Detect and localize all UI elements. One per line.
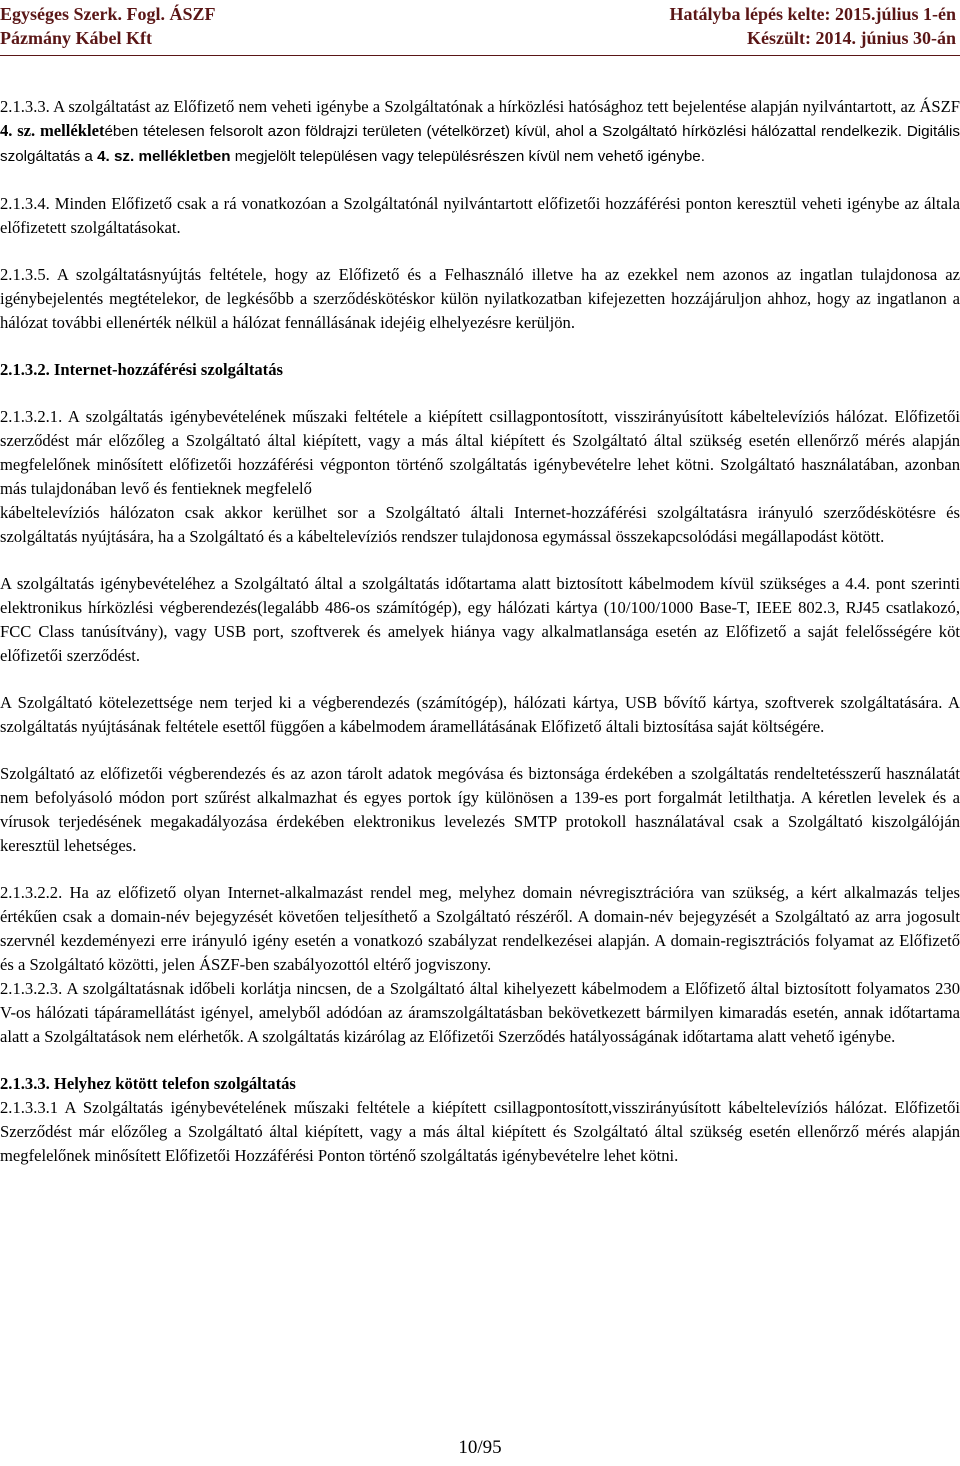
paragraph-2-1-3-2-3: 2.1.3.2.3. A szolgáltatásnak időbeli korlátja nincsen, de a Szolgáltató által kihelyezett kábelmodem a Előfizető által biztosított folyamatos 230 V-os hálózati tápáramellátást igényel, amelyből adódóan az áramszolgáltatásban bekövetkezett bármilyen kimaradás esetén, annak időtartama alatt a Szolgáltatások nem elérhetők. A szolgáltatás kizárólag az Előfizetői Szerződés hatályosságának időtartama alatt vehető igénybe. (0, 979, 960, 1046)
paragraph-2-1-3-5: 2.1.3.5. A szolgáltatásnyújtás feltétele, hogy az Előfizető és a Felhasználó illetve ha az ezekkel nem azonos az ingatlan tulajdonosa az igénybejelentés megtételekor, de legkésőbb a szerződéskötéskor külön nyilatkozatban kifejezetten hozzájáruljon ahhoz, hogy az ingatlanon a hálózat további ellenérték nélkül a hálózat fennállásának idejéig elhelyezésre kerüljön. (0, 265, 960, 332)
paragraph-text: A szolgáltatást az Előfizető nem veheti igénybe a Szolgáltatónak a hírközlési hatósághoz tett bejelentése alapján nyilvántartott, az ÁSZF (49, 97, 960, 116)
page-number: 10/95 (458, 1437, 502, 1458)
header-divider (0, 55, 960, 56)
heading-text: 2.1.3.2. Internet-hozzáférési szolgáltatás (0, 360, 283, 379)
document-body (0, 95, 960, 1168)
paragraph-2-1-3-2-1-continued: kábeltelevíziós hálózaton csak akkor kerülhet sor a Szolgáltató általi Internet-hozzáférési szolgáltatásra irányuló szerződéskötésre és szolgáltatás nyújtására, ha a Szolgáltató és a kábeltelevíziós rendszer tulajdonosa egymással összekapcsolódási megállapodást kötött. (0, 503, 960, 546)
heading-fixed-telephone (0, 1072, 960, 1096)
heading-text: 2.1.3.3. Helyhez kötött telefon szolgáltatás (0, 1074, 296, 1093)
paragraph-2-1-3-3-1: 2.1.3.3.1 A Szolgáltatás igénybevételének műszaki feltétele a kiépített csillagpontosított,visszirányúsított kábeltelevíziós hálózat. Előfizetői Szerződést már előzőleg a Szolgáltató által kiépített, vagy a más által kiépített és Szolgáltató által szükség esetén ellenőrző mérés alapján megfelelőnek minősített Előfizetői Hozzáférési Ponton történő szolgáltatás igénybevételre lehet kötni. (0, 1098, 960, 1165)
header-company: Pázmány Kábel Kft (0, 28, 152, 48)
page-header (0, 2, 960, 54)
annex-reference: 4. sz. mellékletben (97, 148, 231, 165)
header-document-title: Egységes Szerk. Fogl. ÁSZF (0, 4, 216, 24)
paragraph-text: megjelölt településen vagy településrészen kívül nem vehető igénybe. (230, 148, 705, 165)
paragraph-text: ében tételesen felsorolt azon földrajzi területen (vételkörzet) kívül, ahol a Szolgáltató hírközlési hálózattal rendelkezik. Digitális szolgáltatás a (0, 123, 960, 165)
paragraph-equipment: A szolgáltatás igénybevételéhez a Szolgáltató által a szolgáltatás időtartama alatt biztosított kábelmodem kívül szükséges a 4.4. pont szerinti elektronikus hírközlési végberendezés(legalább 486-os számítógép), egy hálózati kártya (10/100/1000 Base-T, IEEE 802.3, RJ45 csatlakozó, FCC Class tanúsítvány), vagy USB port, szoftverek és amelyek hiánya vagy alkalmatlansága esetén az Előfizető a saját felelősségére köt előfizetői szerződést. (0, 574, 960, 665)
header-right (670, 2, 957, 50)
paragraph-2-1-3-2-2: 2.1.3.2.2. Ha az előfizető olyan Internet-alkalmazást rendel meg, melyhez domain névregisztrációra van szükség, a kért alkalmazás teljes értékűen csak a domain-név bejegyzését követően teljesíthető a Szolgáltató részéről. A domain-név bejegyzését a Szolgáltató az arra jogosult szervnél kezdeményezi erre irányuló igény esetén a vonatkozó szabályzat rendelkezései alapján. A domain-regisztrációs folyamat az Előfizető és a Szolgáltató közötti, jelen ÁSZF-ben szabályozottól eltérő jogviszony. (0, 883, 960, 974)
paragraph-security: Szolgáltató az előfizetői végberendezés és az azon tárolt adatok megóvása és biztonsága érdekében a szolgáltatás rendeltetésszerű használatát nem befolyásoló módon port szűrést alkalmazhat és egyes portok így különösen a 139-es port forgalmát letilthatja. A kéretlen levelek és a vírusok terjedésének megakadályozása érdekében elektronikus levelezés SMTP protokoll használatával csak a Szolgáltató kiszolgálóján keresztül lehetséges. (0, 764, 960, 855)
header-created-date: Készült: 2014. június 30-án (746, 28, 956, 48)
paragraph-2-1-3-4: 2.1.3.4. Minden Előfizető csak a rá vonatkozóan a Szolgáltatónál nyilvántartott előfizetői hozzáférési ponton keresztül veheti igénybe az általa előfizetett szolgáltatásokat. (0, 194, 960, 237)
heading-internet-access (0, 358, 960, 382)
section-number: 2.1.3.3. (0, 97, 50, 116)
paragraph-2-1-3-2-1: 2.1.3.2.1. A szolgáltatás igénybevételének műszaki feltétele a kiépített csillagpontosított, visszirányúsított kábeltelevíziós hálózat. Előfizetői szerződést már előzőleg a Szolgáltató által kiépített, vagy a más által kiépített és Szolgáltató által szükség esetén ellenőrző mérés alapján megfelelőnek minősített előfizetői hozzáférési végponton történő szolgáltatás igénybevételre lehet kötni. Szolgáltató használatában, azonban más tulajdonában levő és fentieknek megfelelő (0, 407, 960, 498)
header-left (0, 2, 216, 50)
paragraph-obligation: A Szolgáltató kötelezettsége nem terjed ki a végberendezés (számítógép), hálózati kártya, USB bővítő kártya, szoftverek szolgáltatására. A szolgáltatás nyújtásának feltétele esettől függően a kábelmodem áramellátásának Előfizető általi biztosítása saját költségére. (0, 693, 960, 736)
annex-reference: 4. sz. melléklet (0, 121, 105, 140)
header-effective-date: Hatályba lépés kelte: 2015.július 1-én (669, 4, 956, 24)
paragraph-2-1-3-3 (0, 95, 960, 169)
